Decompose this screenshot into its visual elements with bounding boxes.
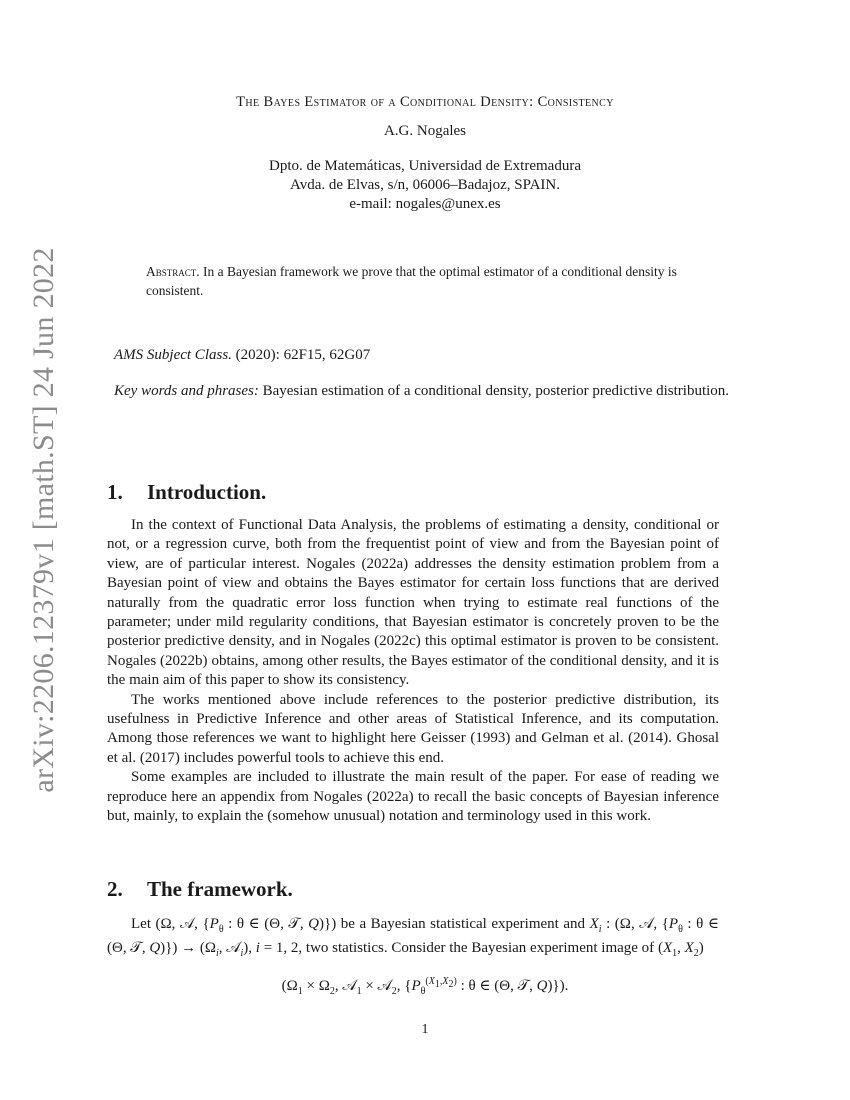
- framework-paragraph: Let (Ω, 𝒜, {$P_\theta$ : θ ∈ (Θ, 𝒯, Q)}) be a Bayesian statistical experiment and $X_i$ : (Ω, 𝒜, {$P_\theta$ : θ ∈ (Θ, 𝒯, $Q)\}) \to (\Omega_i$, 𝒜$_i$), i = 1, 2, two statistics. Consider the Bayesian experiment image of ($X_1$, $X_2$): [107, 916, 719, 960]
- section-1-heading: [107, 480, 266, 505]
- framework-text-mid: be a Bayesian statistical experiment and: [340, 916, 586, 932]
- framework-text-end: , two statistics. Consider the Bayesian experiment image of: [298, 940, 655, 957]
- abstract-text: In a Bayesian framework we prove that the optimal estimator of a conditional density is consistent.: [146, 264, 677, 298]
- author: A.G. Nogales: [383, 123, 467, 139]
- intro-paragraph-2: The works mentioned above include references to the posterior predictive distribution, its usefulness in Predictive Inference and other areas of Statistical Inference, and its computation. Among those references we want to highlight here Geisser (1993) and Gelman et al. (2014). Ghosal et al. (2017) includes powerful tools to achieve this end.: [107, 691, 719, 766]
- keywords: [114, 382, 757, 401]
- section-2-heading: [107, 877, 293, 902]
- affiliation-email: e-mail: nogales@unex.es: [349, 196, 501, 212]
- ams-value: (2020): 62F15, 62G07: [235, 347, 371, 363]
- section-2-body: [107, 915, 719, 964]
- affiliation-line-1: Dpto. de Matemáticas, Universidad de Extremadura: [269, 158, 581, 174]
- section-2-number: 2.: [107, 877, 123, 901]
- section-1-title: Introduction.: [147, 480, 267, 504]
- paper-title: The Bayes Estimator of a Conditional Density: Consistency: [236, 94, 614, 110]
- keywords-value: Bayesian estimation of a conditional density, posterior predictive distribution.: [262, 383, 730, 399]
- intro-paragraph-3: Some examples are included to illustrate the main result of the paper. For ease of reading we reproduce here an appendix from Nogales (2022a) to recall the basic concepts of Bayesian inference but, mainly, to explain the (somehow unusual) notation and terminology used in this work.: [107, 769, 719, 825]
- affiliation: [0, 157, 850, 214]
- section-1-body: [107, 516, 719, 827]
- framework-text-start: Let: [131, 916, 151, 932]
- section-1-number: 1.: [107, 480, 123, 504]
- image-experiment-formula: ($\Omega_1 \times \Omega_2$, 𝒜$_1$ × 𝒜$_2$, {$P_\theta^{(X_1,X_2)}$ : θ ∈ (Θ, 𝒯, Q)}).: [281, 976, 569, 997]
- ams-label: AMS Subject Class.: [114, 347, 232, 363]
- affiliation-line-2: Avda. de Elvas, s/n, 06006–Badajoz, SPAIN.: [290, 177, 560, 193]
- abstract-label: Abstract.: [146, 264, 200, 279]
- keywords-label: Key words and phrases:: [114, 383, 259, 399]
- abstract: [146, 262, 706, 300]
- arxiv-stamp: arXiv:2206.12379v1 [math.ST] 24 Jun 2022: [27, 247, 60, 793]
- section-2-title: The framework.: [147, 877, 293, 901]
- intro-paragraph-1: In the context of Functional Data Analysis, the problems of estimating a density, conditional or not, or a regression curve, both from the frequentist point of view and from the Bayesian point of view, are of particular interest. Nogales (2022a) addresses the density estimation problem from a Bayesian point of view and obtains the Bayes estimator for certain loss functions that are derived naturally from the quadratic error loss function when trying to estimate real functions of the parameter; under mild regularity conditions, that Bayesian estimator is concretely proven to be the posterior predictive density, and in Nogales (2022c) this optimal estimator is proven to be consistent. Nogales (2022b) obtains, among other results, the Bayes estimator of the conditional density, and it is the main aim of this paper to show its consistency.: [107, 517, 719, 689]
- ams-subject-class: [114, 346, 726, 365]
- page-number: 1: [421, 1022, 429, 1037]
